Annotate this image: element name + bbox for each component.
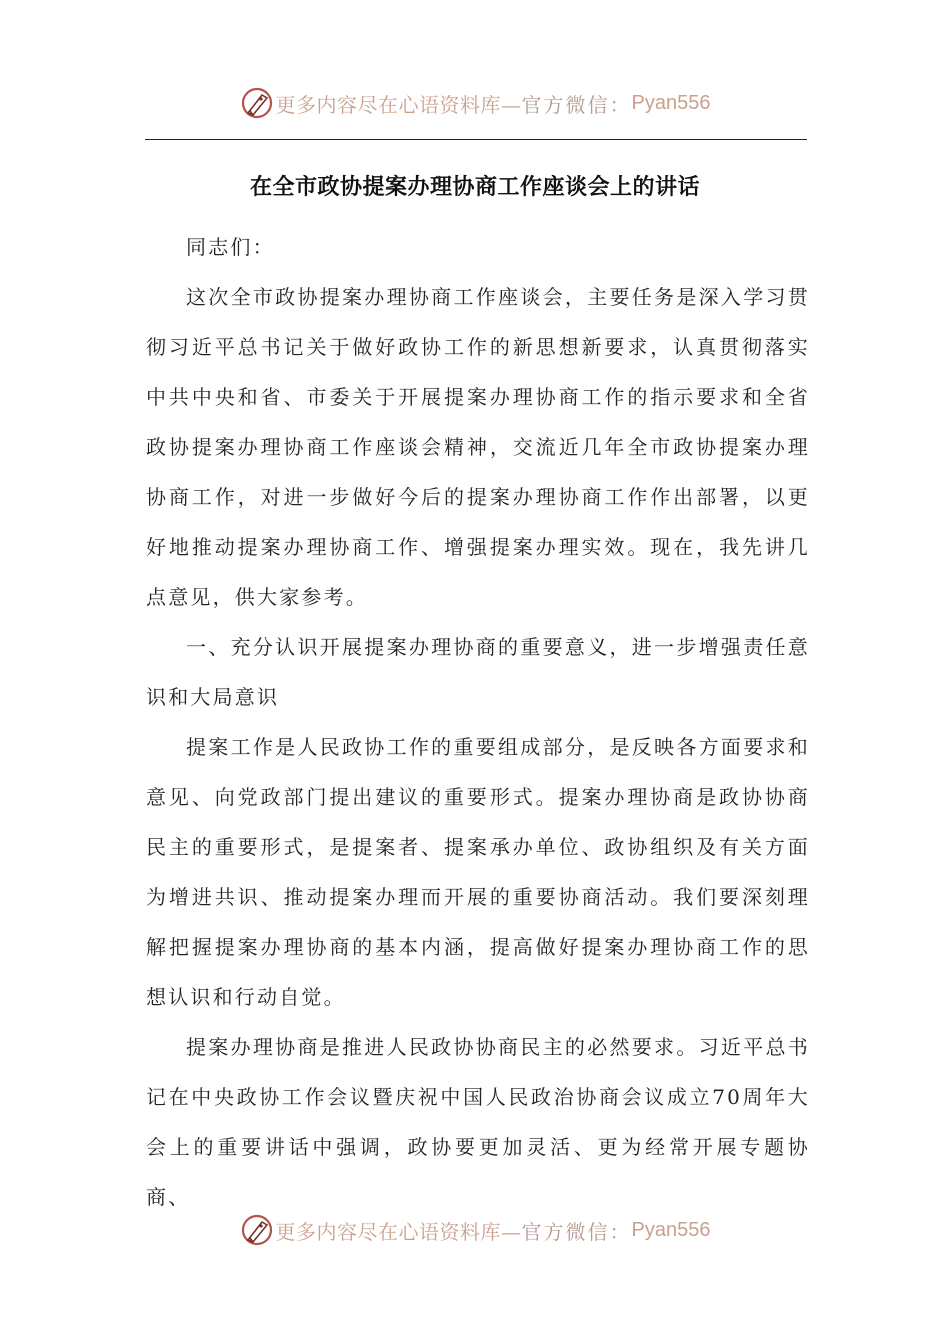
wechat-id: Pyan556 [631,1218,711,1241]
document-title: 在全市政协提案办理协商工作座谈会上的讲话 [249,175,700,200]
wechat-id: Pyan556 [631,91,711,114]
footer-watermark-banner [0,1210,950,1250]
pen-nib-circle-icon [240,86,274,120]
salutation: 同志们： [186,235,275,259]
wechat-label: 官方微信： [521,92,632,117]
document-body [146,222,810,1222]
paragraph: 这次全市政协提案办理协商工作座谈会，主要任务是深入学习贯彻习近平总书记关于做好政协工作的新思想新要求，认真贯彻落实中共中央和省、市委关于开展提案办理协商工作的指示要求和全省政协提案办理协商工作座谈会精神，交流近几年全市政协提案办理协商工作，对进一步做好今后的提案办理协商工作作出部署，以更好地推动提案办理协商工作、增强提案办理实效。现在，我先讲几点意见，供大家参考。 [146,285,810,609]
paragraph: 提案办理协商是推进人民政协协商民主的必然要求。习近平总书记在中央政协工作会议暨庆祝中国人民政治协商会议成立70周年大会上的重要讲话中强调，政协要更加灵活、更为经常开展专题协商、 [146,1035,810,1209]
header-divider [145,139,807,140]
header-watermark-banner [0,83,950,123]
site-name-text: 更多内容尽在心语资料库— [275,1219,522,1244]
paragraph: 提案工作是人民政协工作的重要组成部分，是反映各方面要求和意见、向党政部门提出建议的重要形式。提案办理协商是政协协商民主的重要形式，是提案者、提案承办单位、政协组织及有关方面为增进共识、推动提案办理而开展的重要协商活动。我们要深刻理解把握提案办理协商的基本内涵，提高做好提案办理协商工作的思想认识和行动自觉。 [146,735,810,1009]
wechat-label: 官方微信： [521,1219,632,1244]
pen-nib-circle-icon [240,1213,274,1247]
section-heading: 一、充分认识开展提案办理协商的重要意义，进一步增强责任意识和大局意识 [146,635,810,709]
site-name-text: 更多内容尽在心语资料库— [275,92,522,117]
